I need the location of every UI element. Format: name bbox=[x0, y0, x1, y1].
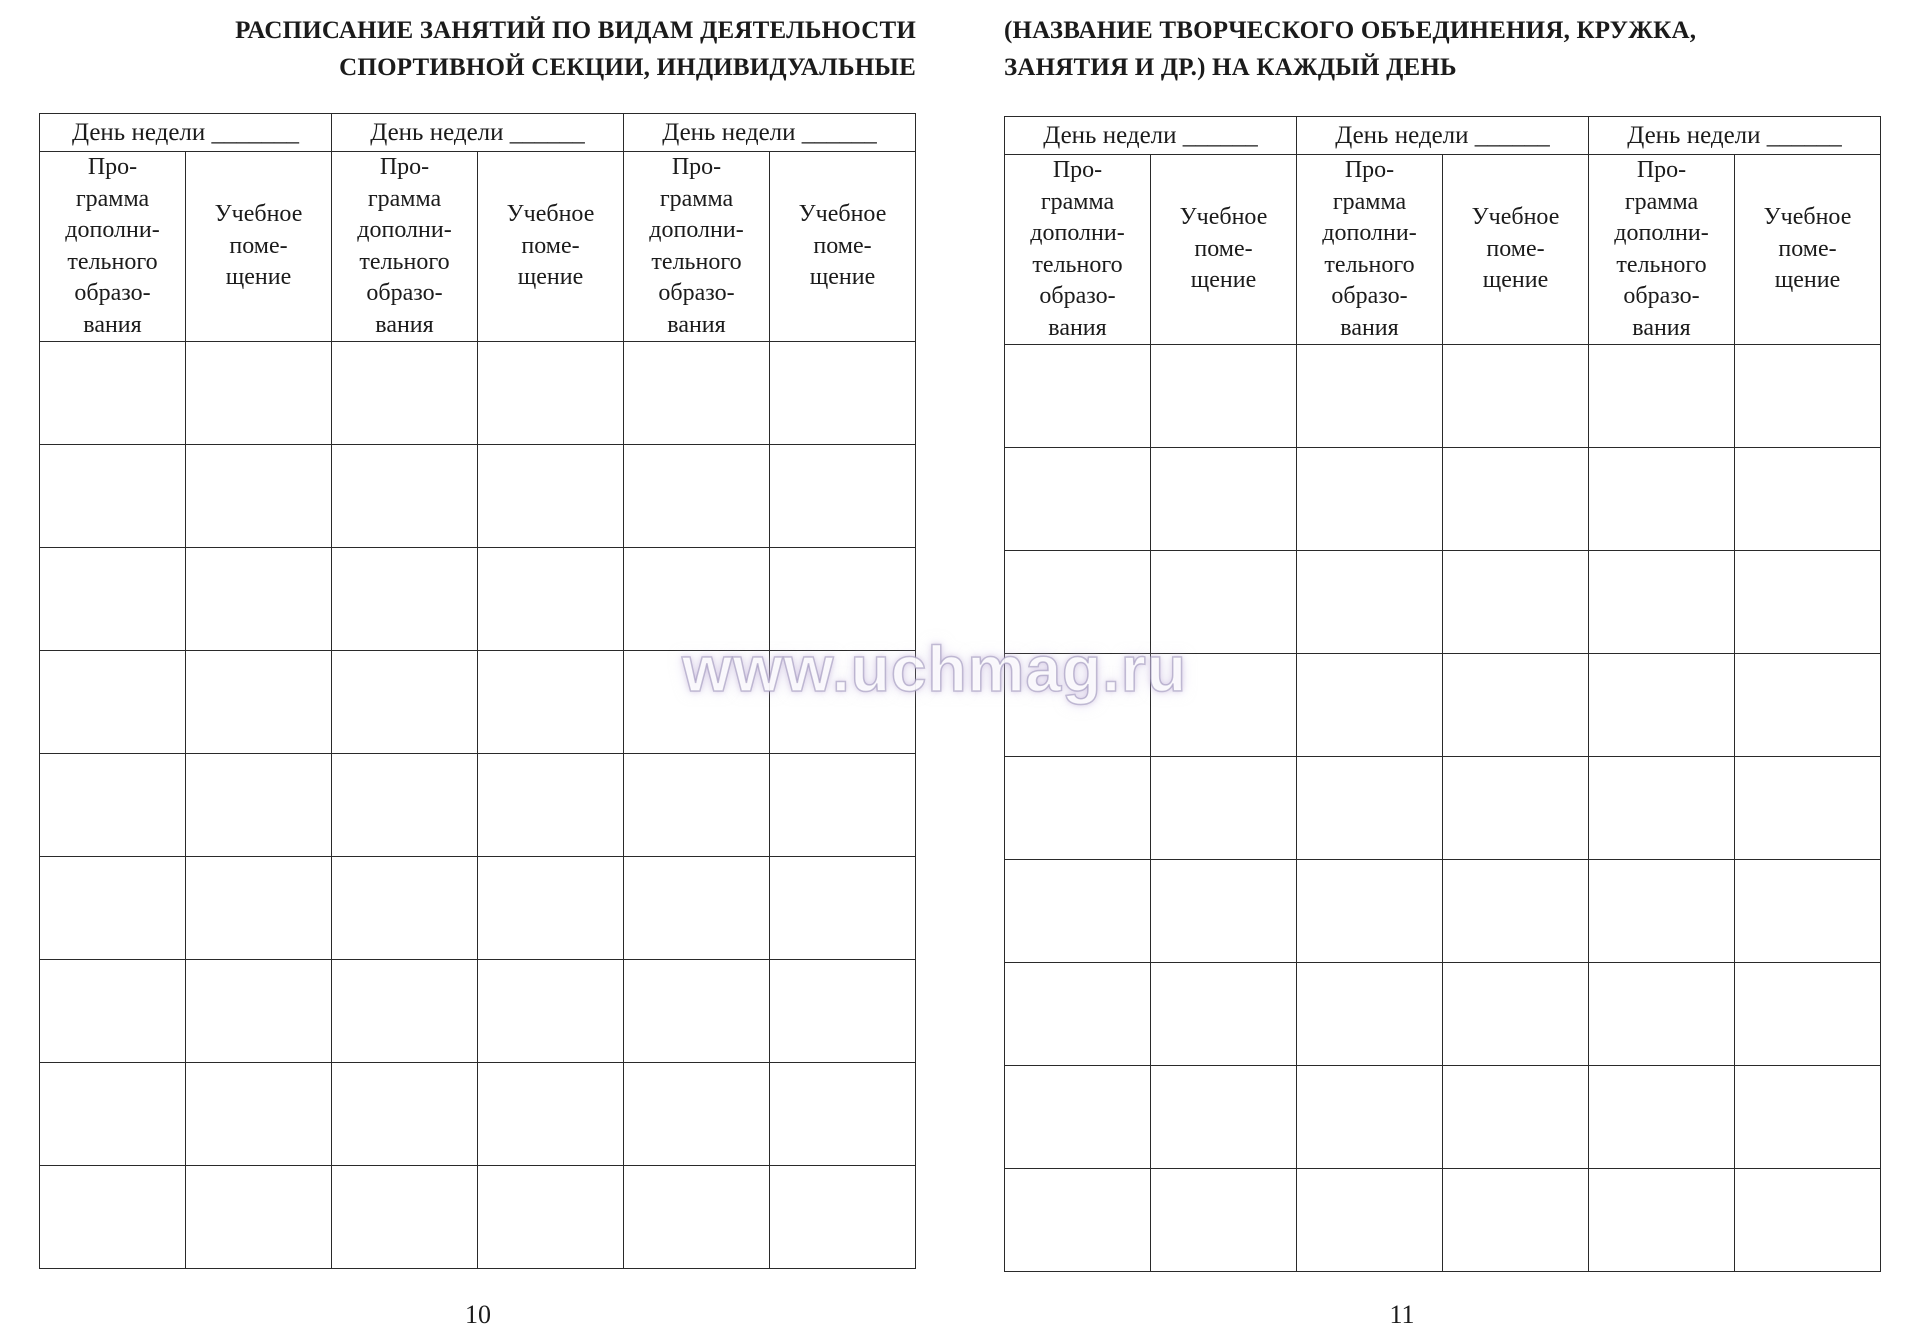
header-text-line: грамма bbox=[1624, 188, 1699, 215]
header-text-line: поме- bbox=[521, 232, 580, 259]
empty-schedule-cell bbox=[40, 960, 186, 1063]
header-text-line: Учебное bbox=[506, 201, 595, 228]
empty-schedule-cell bbox=[332, 651, 478, 754]
empty-schedule-cell bbox=[1443, 448, 1589, 551]
empty-schedule-cell bbox=[40, 857, 186, 960]
empty-schedule-cell bbox=[40, 754, 186, 857]
empty-schedule-cell bbox=[332, 1063, 478, 1166]
program-column-header bbox=[40, 152, 186, 342]
empty-schedule-cell bbox=[478, 342, 624, 445]
empty-schedule-cell bbox=[1443, 963, 1589, 1066]
header-text-line: дополни- bbox=[1030, 220, 1125, 246]
room-column-header bbox=[1151, 155, 1297, 345]
empty-schedule-cell bbox=[770, 1166, 916, 1269]
heading-line: РАСПИСАНИЕ ЗАНЯТИЙ ПО ВИДАМ ДЕЯТЕЛЬНОСТИ bbox=[235, 17, 916, 44]
day-of-week-cell bbox=[1589, 117, 1881, 155]
header-text-line: Про- bbox=[87, 154, 138, 180]
header-text-line: грамма bbox=[367, 185, 442, 212]
empty-schedule-cell bbox=[1589, 860, 1735, 963]
day-of-week-cell bbox=[1297, 117, 1589, 155]
empty-schedule-cell bbox=[1005, 345, 1151, 448]
table-row bbox=[1005, 757, 1881, 860]
day-of-week-blank: ______ bbox=[1766, 121, 1842, 149]
empty-schedule-cell bbox=[478, 960, 624, 1063]
empty-schedule-cell bbox=[1297, 551, 1443, 654]
day-header-row bbox=[1005, 117, 1881, 155]
empty-schedule-cell bbox=[1589, 963, 1735, 1066]
empty-schedule-cell bbox=[1005, 860, 1151, 963]
day-of-week-label: День недели bbox=[662, 118, 796, 146]
empty-schedule-cell bbox=[1589, 1066, 1735, 1169]
header-text-line: грамма bbox=[75, 185, 150, 212]
table-row bbox=[1005, 1169, 1881, 1272]
empty-schedule-cell bbox=[40, 651, 186, 754]
empty-schedule-cell bbox=[186, 548, 332, 651]
day-of-week-blank: ______ bbox=[1182, 121, 1258, 149]
empty-schedule-cell bbox=[1735, 860, 1881, 963]
header-text-line: поме- bbox=[1778, 235, 1837, 262]
empty-schedule-cell bbox=[1297, 1169, 1443, 1272]
empty-schedule-cell bbox=[332, 342, 478, 445]
room-column-header bbox=[478, 152, 624, 342]
day-of-week-cell bbox=[1005, 117, 1297, 155]
column-header-row bbox=[40, 152, 916, 342]
empty-schedule-cell bbox=[770, 1063, 916, 1166]
day-of-week-label: День недели bbox=[1335, 121, 1469, 149]
empty-schedule-cell bbox=[1589, 654, 1735, 757]
day-of-week-cell bbox=[40, 114, 332, 152]
empty-schedule-cell bbox=[1151, 1066, 1297, 1169]
header-text-line: образо- bbox=[1623, 283, 1700, 309]
room-column-header bbox=[186, 152, 332, 342]
program-column-header bbox=[1005, 155, 1151, 345]
right-page-heading bbox=[1004, 12, 1696, 86]
day-of-week-label: День недели bbox=[370, 118, 504, 146]
day-of-week-label: День недели bbox=[71, 118, 206, 146]
header-text-line: тельного bbox=[1324, 251, 1415, 278]
empty-schedule-cell bbox=[1005, 448, 1151, 551]
empty-schedule-cell bbox=[1297, 345, 1443, 448]
empty-schedule-cell bbox=[332, 960, 478, 1063]
header-text-line: дополни- bbox=[1322, 220, 1417, 246]
empty-schedule-cell bbox=[1443, 345, 1589, 448]
column-header-row bbox=[1005, 155, 1881, 345]
empty-schedule-cell bbox=[1589, 345, 1735, 448]
day-of-week-cell bbox=[624, 114, 916, 152]
empty-schedule-cell bbox=[40, 1166, 186, 1269]
program-column-header bbox=[1589, 155, 1735, 345]
program-column-header bbox=[624, 152, 770, 342]
header-text-line: вания bbox=[667, 311, 726, 338]
header-text-line: щение bbox=[809, 264, 876, 291]
empty-schedule-cell bbox=[186, 1063, 332, 1166]
table-row bbox=[1005, 963, 1881, 1066]
empty-schedule-cell bbox=[186, 651, 332, 754]
page-number: 10 bbox=[465, 1300, 491, 1329]
empty-schedule-cell bbox=[624, 1166, 770, 1269]
day-of-week-cell bbox=[332, 114, 624, 152]
empty-schedule-cell bbox=[332, 754, 478, 857]
empty-schedule-cell bbox=[1735, 1066, 1881, 1169]
header-text-line: Про- bbox=[671, 154, 722, 180]
empty-schedule-cell bbox=[40, 1063, 186, 1166]
empty-schedule-cell bbox=[1443, 1066, 1589, 1169]
empty-schedule-cell bbox=[186, 960, 332, 1063]
table-row bbox=[1005, 1066, 1881, 1169]
table-row bbox=[40, 445, 916, 548]
header-text-line: вания bbox=[83, 311, 142, 338]
empty-schedule-cell bbox=[1589, 551, 1735, 654]
empty-schedule-cell bbox=[1297, 860, 1443, 963]
heading-line: (НАЗВАНИЕ ТВОРЧЕСКОГО ОБЪЕДИНЕНИЯ, КРУЖКА, bbox=[1004, 17, 1697, 44]
empty-schedule-cell bbox=[770, 960, 916, 1063]
empty-schedule-cell bbox=[478, 857, 624, 960]
header-text-line: образо- bbox=[658, 280, 735, 306]
table-row bbox=[40, 342, 916, 445]
empty-schedule-cell bbox=[186, 445, 332, 548]
header-text-line: вания bbox=[1048, 314, 1107, 341]
empty-schedule-cell bbox=[1589, 757, 1735, 860]
room-column-header bbox=[770, 152, 916, 342]
header-text-line: поме- bbox=[1194, 235, 1253, 262]
empty-schedule-cell bbox=[1735, 963, 1881, 1066]
header-text-line: Учебное bbox=[1179, 204, 1268, 231]
empty-schedule-cell bbox=[1443, 757, 1589, 860]
empty-schedule-cell bbox=[1151, 963, 1297, 1066]
header-text-line: тельного bbox=[1616, 251, 1707, 278]
header-text-line: образо- bbox=[1331, 283, 1408, 309]
day-of-week-blank: ______ bbox=[509, 118, 585, 146]
empty-schedule-cell bbox=[624, 342, 770, 445]
header-text-line: грамма bbox=[1040, 188, 1115, 215]
header-text-line: вания bbox=[1632, 314, 1691, 341]
header-text-line: щение bbox=[1190, 267, 1257, 294]
empty-schedule-cell bbox=[1735, 551, 1881, 654]
table-row bbox=[40, 754, 916, 857]
room-column-header bbox=[1735, 155, 1881, 345]
empty-schedule-cell bbox=[1297, 963, 1443, 1066]
empty-schedule-cell bbox=[332, 857, 478, 960]
header-text-line: щение bbox=[225, 264, 292, 291]
header-text-line: вания bbox=[1340, 314, 1399, 341]
empty-schedule-cell bbox=[624, 445, 770, 548]
empty-schedule-cell bbox=[770, 857, 916, 960]
table-row bbox=[40, 1063, 916, 1166]
table-row bbox=[40, 857, 916, 960]
empty-schedule-cell bbox=[186, 1166, 332, 1269]
header-text-line: Учебное bbox=[1763, 204, 1852, 231]
header-text-line: щение bbox=[1482, 267, 1549, 294]
empty-schedule-cell bbox=[624, 754, 770, 857]
empty-schedule-cell bbox=[1297, 654, 1443, 757]
watermark: www.uchmag.ru bbox=[682, 633, 1187, 705]
empty-schedule-cell bbox=[1735, 757, 1881, 860]
day-of-week-blank: _______ bbox=[211, 118, 300, 146]
header-text-line: поме- bbox=[813, 232, 872, 259]
empty-schedule-cell bbox=[1297, 448, 1443, 551]
empty-schedule-cell bbox=[1443, 654, 1589, 757]
empty-schedule-cell bbox=[1151, 860, 1297, 963]
day-of-week-blank: ______ bbox=[801, 118, 877, 146]
table-row bbox=[40, 1166, 916, 1269]
day-of-week-label: День недели bbox=[1043, 121, 1177, 149]
header-text-line: дополни- bbox=[649, 217, 744, 243]
program-column-header bbox=[1297, 155, 1443, 345]
table-row bbox=[1005, 448, 1881, 551]
header-text-line: дополни- bbox=[357, 217, 452, 243]
empty-schedule-cell bbox=[1151, 448, 1297, 551]
header-text-line: Про- bbox=[1052, 157, 1103, 183]
table-row bbox=[1005, 345, 1881, 448]
empty-schedule-cell bbox=[1005, 1066, 1151, 1169]
empty-schedule-cell bbox=[1005, 963, 1151, 1066]
empty-schedule-cell bbox=[1735, 654, 1881, 757]
header-text-line: образо- bbox=[74, 280, 151, 306]
empty-schedule-cell bbox=[1005, 1169, 1151, 1272]
empty-schedule-cell bbox=[1589, 448, 1735, 551]
empty-schedule-cell bbox=[1735, 1169, 1881, 1272]
empty-schedule-cell bbox=[478, 1063, 624, 1166]
day-header-row bbox=[40, 114, 916, 152]
empty-schedule-cell bbox=[1735, 448, 1881, 551]
empty-schedule-cell bbox=[1151, 345, 1297, 448]
header-text-line: Учебное bbox=[798, 201, 887, 228]
empty-schedule-cell bbox=[1589, 1169, 1735, 1272]
empty-schedule-cell bbox=[478, 651, 624, 754]
empty-schedule-cell bbox=[478, 1166, 624, 1269]
header-text-line: Про- bbox=[1344, 157, 1395, 183]
header-text-line: дополни- bbox=[65, 217, 160, 243]
empty-schedule-cell bbox=[770, 342, 916, 445]
left-page-heading bbox=[235, 12, 916, 86]
day-of-week-label: День недели bbox=[1627, 121, 1761, 149]
header-text-line: образо- bbox=[366, 280, 443, 306]
empty-schedule-cell bbox=[1005, 757, 1151, 860]
day-of-week-blank: ______ bbox=[1474, 121, 1550, 149]
header-text-line: грамма bbox=[659, 185, 734, 212]
header-text-line: тельного bbox=[1032, 251, 1123, 278]
empty-schedule-cell bbox=[1297, 757, 1443, 860]
header-text-line: тельного bbox=[359, 248, 450, 275]
empty-schedule-cell bbox=[40, 342, 186, 445]
empty-schedule-cell bbox=[332, 548, 478, 651]
empty-schedule-cell bbox=[1443, 860, 1589, 963]
empty-schedule-cell bbox=[478, 548, 624, 651]
header-text-line: Учебное bbox=[214, 201, 303, 228]
empty-schedule-cell bbox=[478, 445, 624, 548]
empty-schedule-cell bbox=[770, 445, 916, 548]
header-text-line: тельного bbox=[651, 248, 742, 275]
header-text-line: Учебное bbox=[1471, 204, 1560, 231]
header-text-line: поме- bbox=[229, 232, 288, 259]
header-text-line: щение bbox=[1774, 267, 1841, 294]
heading-line: СПОРТИВНОЙ СЕКЦИИ, ИНДИВИДУАЛЬНЫЕ bbox=[339, 54, 916, 81]
empty-schedule-cell bbox=[1443, 551, 1589, 654]
empty-schedule-cell bbox=[1151, 1169, 1297, 1272]
empty-schedule-cell bbox=[186, 857, 332, 960]
empty-schedule-cell bbox=[1297, 1066, 1443, 1169]
empty-schedule-cell bbox=[332, 445, 478, 548]
table-row bbox=[1005, 860, 1881, 963]
header-text-line: тельного bbox=[67, 248, 158, 275]
empty-schedule-cell bbox=[770, 754, 916, 857]
empty-schedule-cell bbox=[1151, 757, 1297, 860]
empty-schedule-cell bbox=[624, 1063, 770, 1166]
empty-schedule-cell bbox=[478, 754, 624, 857]
empty-schedule-cell bbox=[40, 445, 186, 548]
header-text-line: Про- bbox=[1636, 157, 1687, 183]
empty-schedule-cell bbox=[1735, 345, 1881, 448]
page-number: 11 bbox=[1389, 1300, 1415, 1329]
empty-schedule-cell bbox=[624, 857, 770, 960]
empty-schedule-cell bbox=[186, 754, 332, 857]
empty-schedule-cell bbox=[1443, 1169, 1589, 1272]
program-column-header bbox=[332, 152, 478, 342]
empty-schedule-cell bbox=[332, 1166, 478, 1269]
header-text-line: вания bbox=[375, 311, 434, 338]
header-text-line: щение bbox=[517, 264, 584, 291]
room-column-header bbox=[1443, 155, 1589, 345]
empty-schedule-cell bbox=[40, 548, 186, 651]
empty-schedule-cell bbox=[186, 342, 332, 445]
header-text-line: дополни- bbox=[1614, 220, 1709, 246]
header-text-line: поме- bbox=[1486, 235, 1545, 262]
heading-line: ЗАНЯТИЯ И ДР.) НА КАЖДЫЙ ДЕНЬ bbox=[1004, 54, 1457, 81]
empty-schedule-cell bbox=[624, 960, 770, 1063]
header-text-line: грамма bbox=[1332, 188, 1407, 215]
header-text-line: образо- bbox=[1039, 283, 1116, 309]
header-text-line: Про- bbox=[379, 154, 430, 180]
table-row bbox=[40, 960, 916, 1063]
